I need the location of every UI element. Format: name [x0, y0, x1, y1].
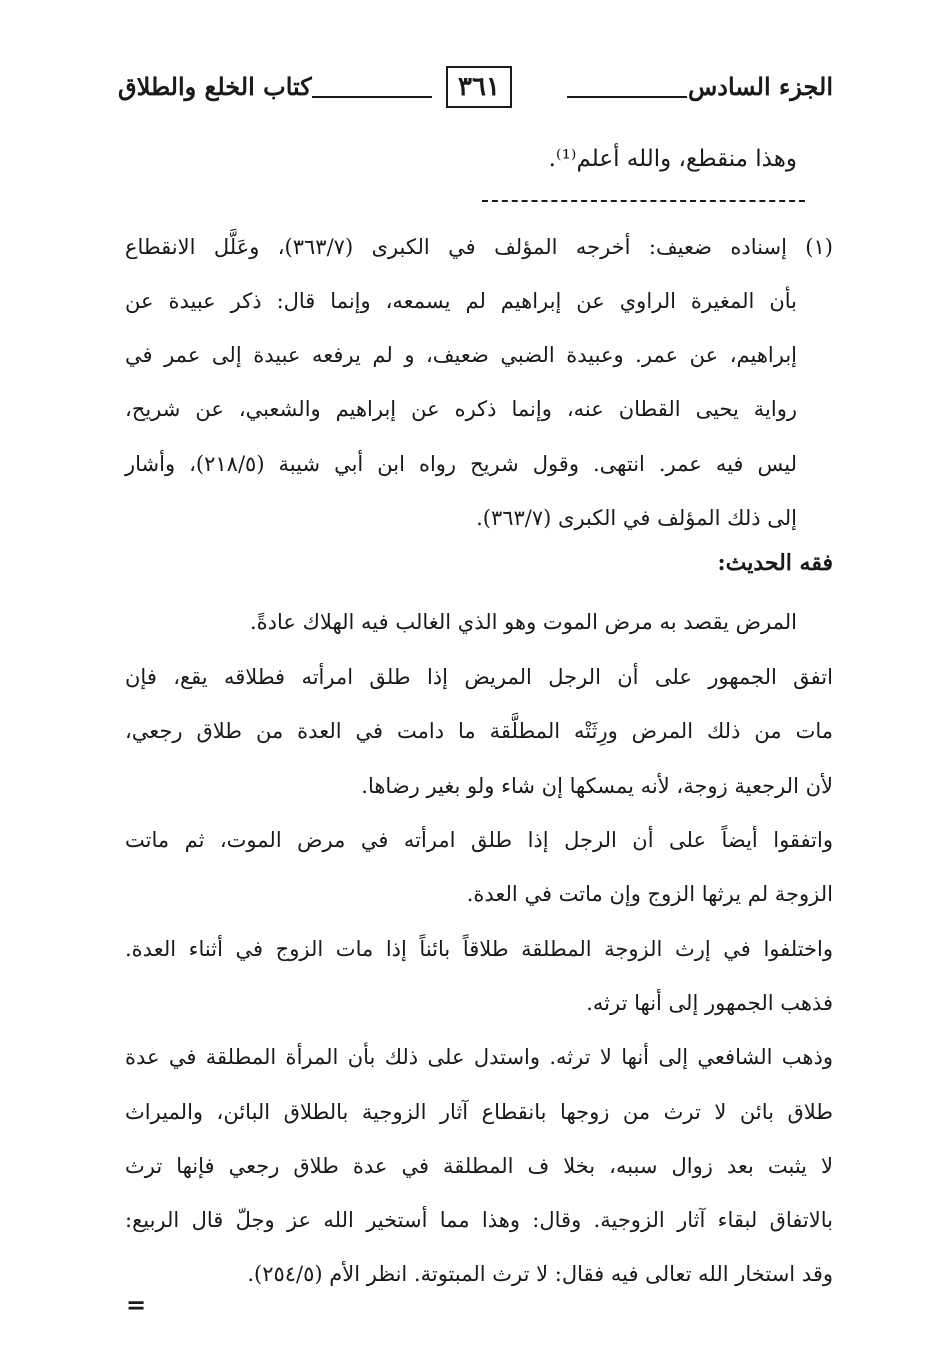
header-rule-right — [567, 96, 687, 98]
body-line: لا يثبت بعد زوال سببه، بخلا ف المطلقة في عدة طلاق رجعي فإنها ترث — [125, 1154, 833, 1178]
body-line: مات من ذلك المرض ورِثَتْه المطلَّقة ما دامت في العدة من طلاق رجعي، — [125, 719, 833, 743]
footnote-line: ليس فيه عمر. انتهى. وقول شريح رواه ابن أبي شيبة (٢١٨/٥)، وأشار — [125, 452, 797, 476]
body-line: فذهب الجمهور إلى أنها ترثه. — [586, 991, 833, 1015]
continuation-mark: = — [126, 1290, 147, 1319]
running-header — [118, 62, 833, 112]
footnote-line: (١) إسناده ضعيف: أخرجه المؤلف في الكبرى (٣٦٣/٧)، وعَلَّل الانقطاع — [125, 235, 833, 259]
body-line: واتفقوا أيضاً على أن الرجل إذا طلق امرأته في مرض الموت، ثم ماتت — [125, 828, 833, 852]
body-line: وذهب الشافعي إلى أنها لا ترثه. واستدل على ذلك بأن المرأة المطلقة في عدة — [125, 1045, 833, 1069]
body-line: المرض يقصد به مرض الموت وهو الذي الغالب فيه الهلاك عادةً. — [249, 610, 797, 634]
footnote-line: بأن المغيرة الراوي عن إبراهيم لم يسمعه، وإنما قال: ذكر عبيدة عن — [125, 289, 797, 313]
header-rule-left — [312, 96, 432, 98]
book-title: كتاب الخلع والطلاق — [118, 72, 312, 101]
body-line: الزوجة لم يرثها الزوج وإن ماتت في العدة. — [466, 882, 833, 906]
footnote-line: إبراهيم، عن عمر. وعبيدة الضبي ضعيف، و لم يرفعه عبيدة إلى عمر في — [125, 343, 797, 367]
body-line: بالاتفاق لبقاء آثار الزوجية. وقال: وهذا مما أستخير الله عز وجلّ قال الربيع: — [125, 1208, 833, 1232]
volume-title: الجزء السادس — [687, 72, 833, 101]
body-line: طلاق بائن لا ترث من زوجها بانقطاع آثار الزوجية بالطلاق البائن، والميراث — [125, 1100, 833, 1124]
main-text-continuation: وهذا منقطع، والله أعلم⁽¹⁾. — [548, 146, 797, 172]
footnote-line: إلى ذلك المؤلف في الكبرى (٣٦٣/٧). — [476, 506, 797, 530]
footnote-line: رواية يحيى القطان عنه، وإنما ذكره عن إبراهيم والشعبي، عن شريح، — [125, 397, 797, 421]
body-line: لأن الرجعية زوجة، لأنه يمسكها إن شاء ولو بغير رضاها. — [361, 774, 833, 798]
body-line: وقد استخار الله تعالى فيه فقال: لا ترث المبتوتة. انظر الأم (٢٥٤/٥). — [247, 1262, 833, 1286]
section-heading: فقه الحديث: — [717, 550, 833, 576]
body-line: اتفق الجمهور على أن الرجل المريض إذا طلق امرأته فطلاقه يقع، فإن — [125, 665, 833, 689]
body-line: واختلفوا في إرث الزوجة المطلقة طلاقاً بائناً إذا مات الزوج في أثناء العدة. — [125, 937, 833, 961]
footnote-separator — [482, 200, 805, 202]
page-number: ٣٦١ — [446, 66, 512, 108]
